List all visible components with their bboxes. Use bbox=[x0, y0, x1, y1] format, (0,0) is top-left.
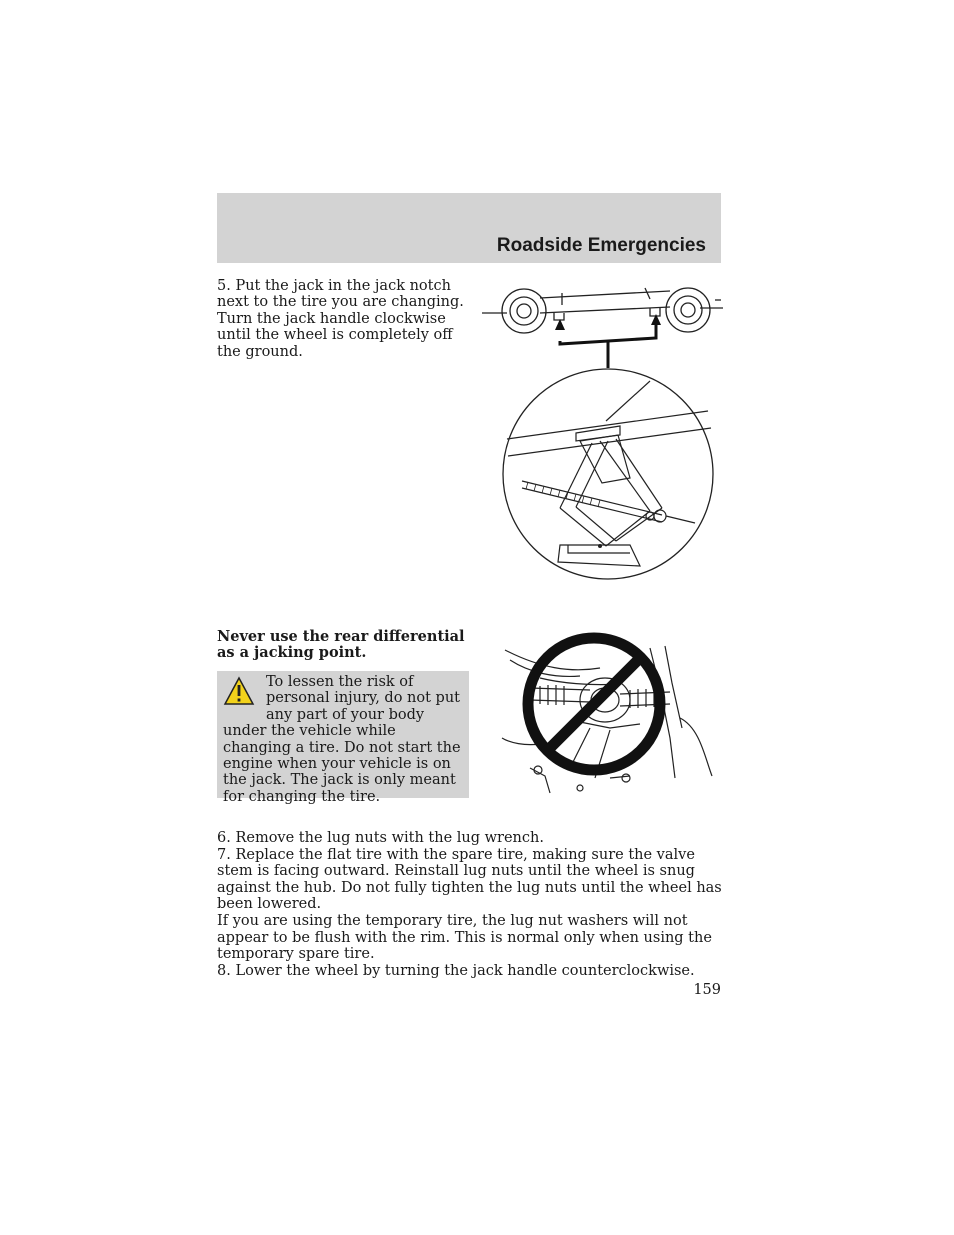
lower-steps bbox=[217, 830, 727, 979]
step-5-text: 5. Put the jack in the jack notch next to the tire you are changing. Turn the jack handle clockwise until the wheel is completely off the ground. bbox=[217, 278, 464, 360]
step-6-text: 6. Remove the lug nuts with the lug wrench. bbox=[217, 830, 544, 846]
step-8-text: 8. Lower the wheel by turning the jack handle counterclockwise. bbox=[217, 962, 695, 979]
differential-warning: Never use the rear differential as a jacking point. bbox=[217, 628, 465, 662]
step-7-text: 7. Replace the flat tire with the spare tire, making sure the valve stem is facing outward. Reinstall lug nuts until the wheel is snug against the hub. Do not fully tighten the lug nuts until the wheel has been lowered. bbox=[217, 846, 722, 913]
temporary-tire-note: If you are using the temporary tire, the lug nut washers will not appear to be flush with the rim. This is normal only when using the temporary spare tire. bbox=[217, 912, 712, 963]
section-title: Roadside Emergencies bbox=[496, 235, 706, 256]
page-number: 159 bbox=[693, 982, 721, 998]
jack-notch-illustration bbox=[480, 283, 725, 583]
warning-box bbox=[217, 671, 469, 805]
differential-prohibited-illustration bbox=[500, 628, 715, 793]
warning-text: To lessen the risk of personal injury, do not put any part of your body under the vehicle while changing a tire. Do not start the engine when your vehicle is on the jack. The jack is only meant for changing the tire. bbox=[223, 674, 461, 805]
section-header bbox=[217, 193, 721, 263]
